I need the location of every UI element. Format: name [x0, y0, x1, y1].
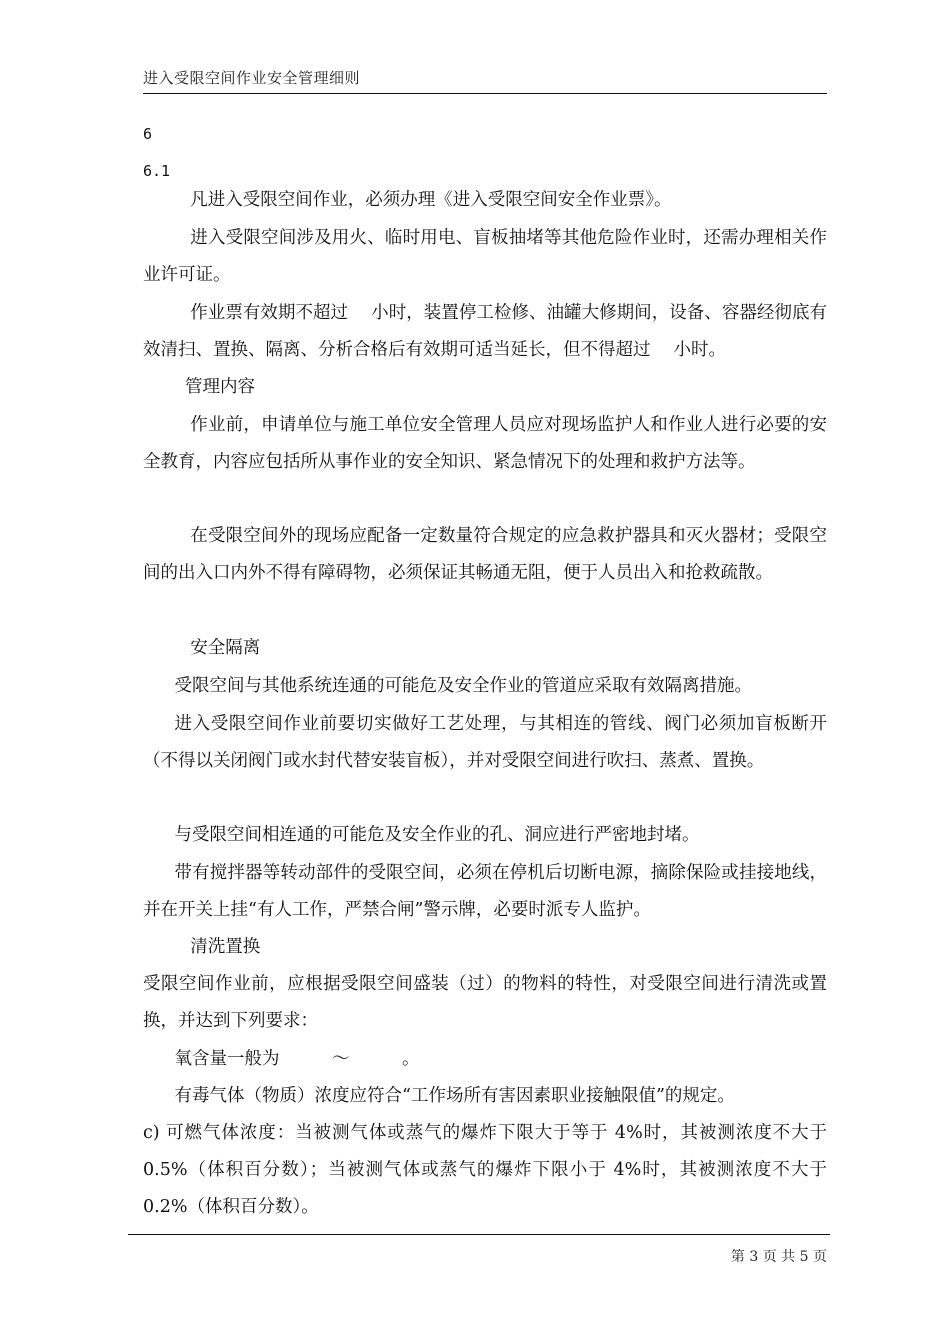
page-number: 第 3 页 共 5 页: [730, 1249, 827, 1265]
section-6-1-heading: 6.1: [143, 162, 171, 180]
paragraph-emergency-equipment: 在受限空间外的现场应配备一定数量符合规定的应急救护器具和灭火器材；受限空间的出入口内外不得有障碍物，必须保证其畅通无阻，便于人员出入和抢救疏散。: [143, 526, 827, 583]
paragraph-safety-education: 作业前，申请单位与施工单位安全管理人员应对现场监护人和作业人进行必要的安全教育，内容应包括所从事作业的安全知识、紧急情况下的处理和救护方法等。: [143, 415, 827, 472]
heading-cleaning-replacement: 清洗置换: [190, 937, 261, 957]
heading-safety-isolation: 安全隔离: [190, 638, 261, 658]
page-header-title: 进入受限空间作业安全管理细则: [143, 69, 361, 87]
list-item-oxygen-content: 氧含量一般为 ～ 。: [174, 1049, 420, 1069]
paragraph-permit-required: 凡进入受限空间作业，必须办理《进入受限空间安全作业票》。: [190, 190, 672, 210]
list-item-toxic-gas: 有毒气体（物质）浓度应符合“工作场所有害因素职业接触限值”的规定。: [174, 1086, 735, 1106]
paragraph-cleaning-requirements: 受限空间作业前，应根据受限空间盛装（过）的物料的特性，对受限空间进行清洗或置换，并达到下列要求：: [143, 974, 827, 1031]
list-item-combustible-gas: c) 可燃气体浓度：当被测气体或蒸气的爆炸下限大于等于 4%时，其被测浓度不大于 0.5%（体积百分数）；当被测气体或蒸气的爆炸下限小于 4%时，其被测浓度不大于 0.2%（体积百分数）。: [143, 1123, 827, 1217]
paragraph-hole-sealing: 与受限空间相连通的可能危及安全作业的孔、洞应进行严密地封堵。: [174, 825, 700, 845]
footer-rule: [128, 1234, 830, 1235]
paragraph-power-cutoff: 带有搅拌器等转动部件的受限空间，必须在停机后切断电源，摘除保险或挂接地线，并在开关上挂“有人工作，严禁合闸”警示牌，必要时派专人监护。: [143, 863, 827, 920]
paragraph-permit-validity: 作业票有效期不超过 小时，装置停工检修、油罐大修期间，设备、容器经彻底有效清扫、置换、隔离、分析合格后有效期可适当延长，但不得超过 小时。: [143, 303, 827, 360]
paragraph-pipe-isolation: 受限空间与其他系统连通的可能危及安全作业的管道应采取有效隔离措施。: [174, 676, 752, 696]
paragraph-other-permits: 进入受限空间涉及用火、临时用电、盲板抽堵等其他危险作业时，还需办理相关作业许可证。: [143, 228, 827, 285]
paragraph-process-treatment: 进入受限空间作业前要切实做好工艺处理，与其相连的管线、阀门必须加盲板断开（不得以关闭阀门或水封代替安装盲板），并对受限空间进行吹扫、蒸煮、置换。: [143, 714, 827, 771]
heading-management-content: 管理内容: [185, 377, 255, 397]
header-rule: [143, 93, 827, 94]
section-6-heading: 6: [143, 125, 153, 143]
